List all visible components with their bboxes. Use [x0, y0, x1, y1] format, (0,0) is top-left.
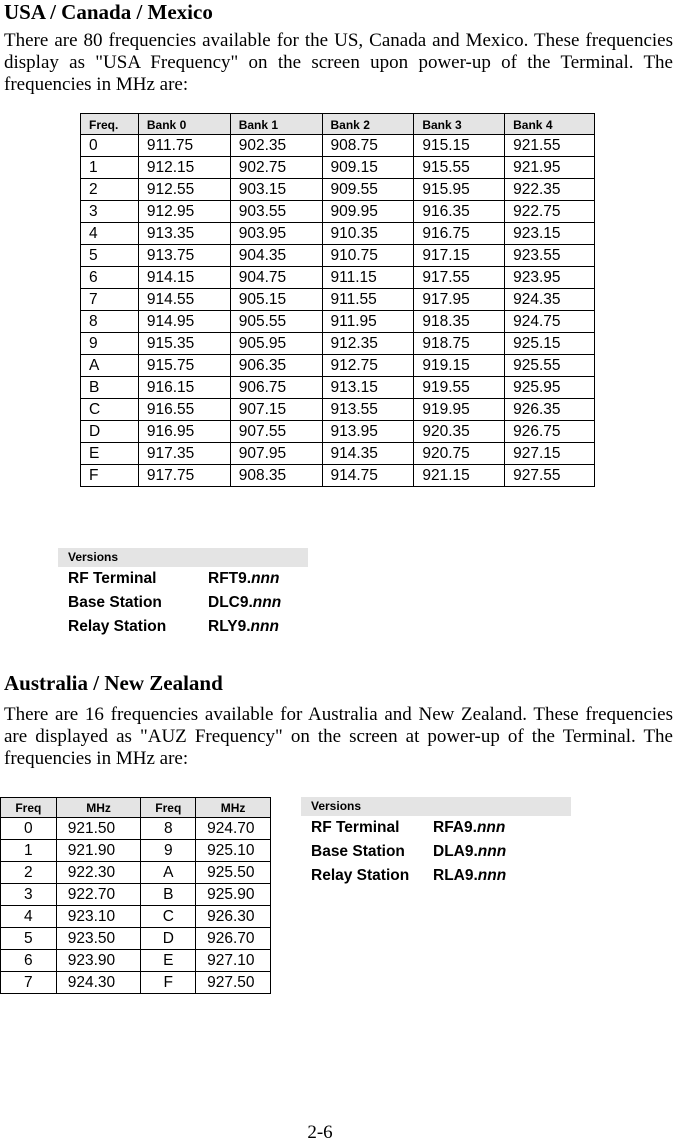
table-cell: 921.50: [56, 818, 141, 840]
version-prefix: RFA9.: [433, 819, 477, 836]
version-row: [58, 567, 308, 591]
table-cell: 915.15: [414, 135, 505, 157]
version-suffix: nnn: [251, 570, 280, 587]
table-cell: 914.75: [322, 465, 414, 487]
table-row: [1, 862, 271, 884]
table-cell: 914.35: [322, 443, 414, 465]
table-cell: 907.15: [230, 399, 322, 421]
table-row: [81, 465, 595, 487]
table-cell: 913.35: [138, 223, 230, 245]
table-cell: 921.55: [505, 135, 595, 157]
table-row: [1, 928, 271, 950]
section-heading-usa: USA / Canada / Mexico: [4, 0, 213, 24]
table-cell: 912.35: [322, 333, 414, 355]
table-cell: 908.75: [322, 135, 414, 157]
table-row: [81, 399, 595, 421]
table-cell: 926.70: [196, 928, 271, 950]
table-cell: 915.55: [414, 157, 505, 179]
section-paragraph-usa: There are 80 frequencies available for the US, Canada and Mexico. These frequencies display as "USA Frequency" on the screen upon power-up of the Terminal. The frequencies in MHz are:: [4, 30, 673, 95]
table-cell: 925.50: [196, 862, 271, 884]
table-cell: 926.75: [505, 421, 595, 443]
table-cell: A: [81, 355, 139, 377]
table-cell: 903.15: [230, 179, 322, 201]
version-prefix: RLA9.: [433, 867, 478, 884]
table-cell: 925.90: [196, 884, 271, 906]
table-cell: 7: [81, 289, 139, 311]
version-prefix: DLC9.: [208, 594, 253, 611]
table-row: [1, 950, 271, 972]
table-row: [81, 245, 595, 267]
table-cell: 915.75: [138, 355, 230, 377]
table-cell: D: [81, 421, 139, 443]
table-row: [81, 179, 595, 201]
table-cell: E: [81, 443, 139, 465]
table-cell: C: [141, 906, 196, 928]
table-cell: 920.75: [414, 443, 505, 465]
table-cell: 917.35: [138, 443, 230, 465]
table-cell: 913.55: [322, 399, 414, 421]
auz-frequency-table: [0, 797, 271, 994]
table-cell: 918.35: [414, 311, 505, 333]
table-cell: F: [81, 465, 139, 487]
table-cell: 911.55: [322, 289, 414, 311]
table-cell: 923.90: [56, 950, 141, 972]
table-cell: B: [141, 884, 196, 906]
table-cell: 925.15: [505, 333, 595, 355]
table-cell: 6: [1, 950, 57, 972]
table-cell: D: [141, 928, 196, 950]
table-cell: 927.50: [196, 972, 271, 994]
table-cell: 924.30: [56, 972, 141, 994]
section-heading-auz: Australia / New Zealand: [4, 671, 223, 695]
section-paragraph-auz: There are 16 frequencies available for Australia and New Zealand. These frequencies are displayed as "AUZ Frequency" on the screen at power-up of the Terminal. The frequencies in MHz are:: [4, 704, 673, 769]
table-cell: 924.35: [505, 289, 595, 311]
table-row: [81, 333, 595, 355]
table-cell: F: [141, 972, 196, 994]
table-cell: 911.75: [138, 135, 230, 157]
table-cell: 916.55: [138, 399, 230, 421]
version-suffix: nnn: [252, 594, 282, 611]
table-row: [81, 421, 595, 443]
table-cell: 5: [1, 928, 57, 950]
table-cell: 902.75: [230, 157, 322, 179]
table-cell: 913.95: [322, 421, 414, 443]
table-cell: 8: [141, 818, 196, 840]
table-cell: 912.95: [138, 201, 230, 223]
version-code: [433, 816, 505, 840]
table-cell: 916.15: [138, 377, 230, 399]
table-cell: A: [141, 862, 196, 884]
table-cell: 927.10: [196, 950, 271, 972]
column-header: Bank 4: [505, 114, 595, 135]
table-row: [81, 355, 595, 377]
column-header: Bank 3: [414, 114, 505, 135]
page-number: 2-6: [307, 1122, 333, 1143]
table-header-row: [81, 114, 595, 135]
version-suffix: nnn: [476, 819, 506, 836]
table-cell: 5: [81, 245, 139, 267]
column-header: Bank 1: [230, 114, 322, 135]
table-cell: 913.15: [322, 377, 414, 399]
table-header-row: [1, 798, 271, 818]
table-cell: 919.95: [414, 399, 505, 421]
table-cell: 3: [81, 201, 139, 223]
table-row: [81, 377, 595, 399]
version-code: [208, 567, 279, 591]
table-cell: 9: [141, 840, 196, 862]
table-cell: 914.15: [138, 267, 230, 289]
table-cell: 924.75: [505, 311, 595, 333]
column-header: Bank 2: [322, 114, 414, 135]
version-label: Relay Station: [311, 867, 410, 884]
column-header: Freq: [141, 798, 196, 818]
table-cell: 915.35: [138, 333, 230, 355]
column-header: Freq: [1, 798, 57, 818]
table-cell: 923.50: [56, 928, 141, 950]
table-row: [1, 906, 271, 928]
version-row: [301, 840, 571, 864]
versions-box-auz: [301, 797, 571, 888]
table-cell: 0: [81, 135, 139, 157]
version-suffix: nnn: [477, 867, 507, 884]
version-suffix: nnn: [477, 843, 507, 860]
table-cell: 925.55: [505, 355, 595, 377]
versions-box-usa: [58, 548, 308, 639]
table-cell: B: [81, 377, 139, 399]
table-cell: C: [81, 399, 139, 421]
table-cell: 922.70: [56, 884, 141, 906]
table-cell: 1: [1, 840, 57, 862]
version-label: RF Terminal: [68, 570, 157, 587]
table-cell: 922.35: [505, 179, 595, 201]
version-code: [433, 864, 506, 888]
table-cell: 914.95: [138, 311, 230, 333]
table-cell: 1: [81, 157, 139, 179]
table-cell: 927.15: [505, 443, 595, 465]
table-cell: 3: [1, 884, 57, 906]
version-suffix: nnn: [250, 618, 279, 635]
version-prefix: RFT9.: [208, 570, 252, 587]
version-label: Base Station: [68, 594, 162, 611]
table-cell: 912.55: [138, 179, 230, 201]
table-cell: 922.30: [56, 862, 141, 884]
version-prefix: RLY9.: [208, 618, 251, 635]
version-row: [58, 591, 308, 615]
table-cell: 2: [1, 862, 57, 884]
table-cell: 912.15: [138, 157, 230, 179]
table-cell: 905.95: [230, 333, 322, 355]
table-cell: E: [141, 950, 196, 972]
version-row: [58, 615, 308, 639]
table-cell: 906.35: [230, 355, 322, 377]
table-cell: 923.95: [505, 267, 595, 289]
table-cell: 919.15: [414, 355, 505, 377]
table-row: [1, 884, 271, 906]
table-row: [81, 267, 595, 289]
table-cell: 906.75: [230, 377, 322, 399]
table-cell: 909.15: [322, 157, 414, 179]
table-cell: 925.95: [505, 377, 595, 399]
table-cell: 924.70: [196, 818, 271, 840]
table-cell: 922.75: [505, 201, 595, 223]
version-row: [301, 864, 571, 888]
table-cell: 903.95: [230, 223, 322, 245]
table-cell: 0: [1, 818, 57, 840]
table-cell: 925.10: [196, 840, 271, 862]
table-cell: 913.75: [138, 245, 230, 267]
table-cell: 921.15: [414, 465, 505, 487]
table-cell: 916.35: [414, 201, 505, 223]
column-header: Freq.: [81, 114, 139, 135]
table-cell: 919.55: [414, 377, 505, 399]
table-cell: 911.95: [322, 311, 414, 333]
version-code: [208, 591, 281, 615]
version-prefix: DLA9.: [433, 843, 478, 860]
table-cell: 908.35: [230, 465, 322, 487]
table-cell: 904.35: [230, 245, 322, 267]
versions-title: Versions: [301, 797, 571, 816]
table-row: [81, 311, 595, 333]
table-cell: 916.75: [414, 223, 505, 245]
table-row: [1, 840, 271, 862]
table-cell: 926.35: [505, 399, 595, 421]
table-cell: 917.55: [414, 267, 505, 289]
table-cell: 904.75: [230, 267, 322, 289]
table-cell: 2: [81, 179, 139, 201]
table-cell: 903.55: [230, 201, 322, 223]
table-cell: 921.95: [505, 157, 595, 179]
table-cell: 4: [1, 906, 57, 928]
table-cell: 914.55: [138, 289, 230, 311]
table-cell: 907.55: [230, 421, 322, 443]
version-label: RF Terminal: [311, 819, 400, 836]
version-code: [433, 840, 506, 864]
table-row: [81, 157, 595, 179]
table-row: [81, 443, 595, 465]
table-row: [81, 289, 595, 311]
table-cell: 917.95: [414, 289, 505, 311]
table-cell: 920.35: [414, 421, 505, 443]
table-cell: 905.55: [230, 311, 322, 333]
table-cell: 4: [81, 223, 139, 245]
table-cell: 912.75: [322, 355, 414, 377]
table-cell: 921.90: [56, 840, 141, 862]
table-cell: 905.15: [230, 289, 322, 311]
table-cell: 917.15: [414, 245, 505, 267]
table-cell: 915.95: [414, 179, 505, 201]
column-header: MHz: [56, 798, 141, 818]
table-cell: 923.55: [505, 245, 595, 267]
table-cell: 902.35: [230, 135, 322, 157]
table-cell: 910.35: [322, 223, 414, 245]
table-cell: 923.15: [505, 223, 595, 245]
table-cell: 9: [81, 333, 139, 355]
table-row: [81, 201, 595, 223]
table-cell: 917.75: [138, 465, 230, 487]
table-cell: 923.10: [56, 906, 141, 928]
table-cell: 918.75: [414, 333, 505, 355]
table-cell: 7: [1, 972, 57, 994]
version-label: Relay Station: [68, 618, 167, 635]
table-row: [1, 972, 271, 994]
table-cell: 927.55: [505, 465, 595, 487]
table-cell: 907.95: [230, 443, 322, 465]
table-cell: 916.95: [138, 421, 230, 443]
version-label: Base Station: [311, 843, 405, 860]
versions-title: Versions: [58, 548, 308, 567]
table-cell: 910.75: [322, 245, 414, 267]
table-cell: 8: [81, 311, 139, 333]
version-row: [301, 816, 571, 840]
usa-frequency-table: [80, 113, 595, 487]
table-cell: 909.95: [322, 201, 414, 223]
table-row: [81, 135, 595, 157]
table-cell: 926.30: [196, 906, 271, 928]
table-cell: 911.15: [322, 267, 414, 289]
column-header: Bank 0: [138, 114, 230, 135]
table-row: [1, 818, 271, 840]
table-cell: 6: [81, 267, 139, 289]
table-cell: 909.55: [322, 179, 414, 201]
version-code: [208, 615, 279, 639]
table-row: [81, 223, 595, 245]
column-header: MHz: [196, 798, 271, 818]
